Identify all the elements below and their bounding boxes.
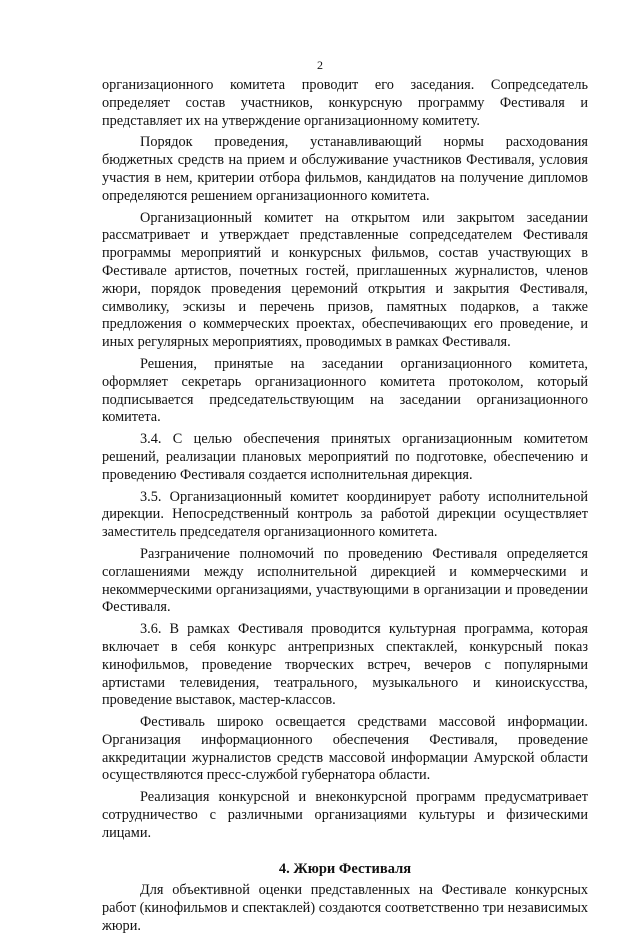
paragraph-budget-procedure: Порядок проведения, устанавливающий нормы расходования бюджетных средств на прием и обслуживание участников Фестиваля, условия участия в нем, критерии отбора фильмов, кандидатов на получение дипломов определяются решением организационного комитета. [102,134,588,204]
paragraph-jury-composition: Для объективной оценки представленных на Фестивале конкурсных работ (кинофильмов и спектаклей) создаются соответственно три независимых жюри. [102,882,588,935]
paragraph-media-coverage: Фестиваль широко освещается средствами массовой информации. Организация информационного обеспечения Фестиваля, проведение аккредитации журналистов средств массовой информации Амурской области осуществляются пресс-службой губернатора области. [102,714,588,784]
document-body [102,77,588,940]
paragraph-cooperation: Реализация конкурсной и внеконкурсной программ предусматривает сотрудничество с различными организациями культуры и физическими лицами. [102,789,588,841]
page-number: 2 [317,58,323,72]
paragraph-3-6-cultural-program: 3.6. В рамках Фестиваля проводится культурная программа, которая включает в себя конкурс антрепризных спектаклей, конкурсный показ кинофильмов, проведение творческих встреч, вечеров с популярными артистами телевидения, театрального, музыкального и киноискусства, проведение выставок, мастер-классов. [102,621,588,709]
paragraph-3-5-coordination: 3.5. Организационный комитет координирует работу исполнительной дирекции. Непосредственный контроль за работой дирекции осуществляет заместитель председателя организационного комитета. [102,488,588,541]
paragraph-decisions-protocol: Решения, принятые на заседании организационного комитета, оформляет секретарь организационного комитета протоколом, который подписывается председательствующим на заседании организационного комитета. [102,355,588,426]
paragraph-organizing-committee-meeting: организационного комитета проводит его заседания. Сопредседатель определяет состав участников, конкурсную программу Фестиваля и представляет их на утверждение организационному комитету. [102,77,588,129]
paragraph-powers-delimitation: Разграничение полномочий по проведению Фестиваля определяется соглашениями между исполнительной дирекцией и коммерческими и некоммерческими организациями, участвующими в организации и проведении Фестиваля. [102,545,588,616]
section-heading-jury: 4. Жюри Фестиваля [278,860,412,877]
paragraph-committee-approval: Организационный комитет на открытом или закрытом заседании рассматривает и утверждает представленные сопредседателем Фестиваля программы мероприятий и конкурсных фильмов, состав участвующих в Фестивале артистов, почетных гостей, приглашенных журналистов, членов жюри, порядок проведения церемоний открытия и закрытия Фестиваля, символику, эскизы и перечень призов, памятных подарков, а также предложения о коммерческих проектах, обеспечивающих его проведение, и иных регулярных мероприятиях, проводимых в рамках Фестиваля. [102,209,588,351]
paragraph-3-4-executive-directorate: 3.4. С целью обеспечения принятых организационным комитетом решений, реализации плановых мероприятий по подготовке, обеспечению и проведению Фестиваля создается исполнительная дирекция. [102,431,588,483]
